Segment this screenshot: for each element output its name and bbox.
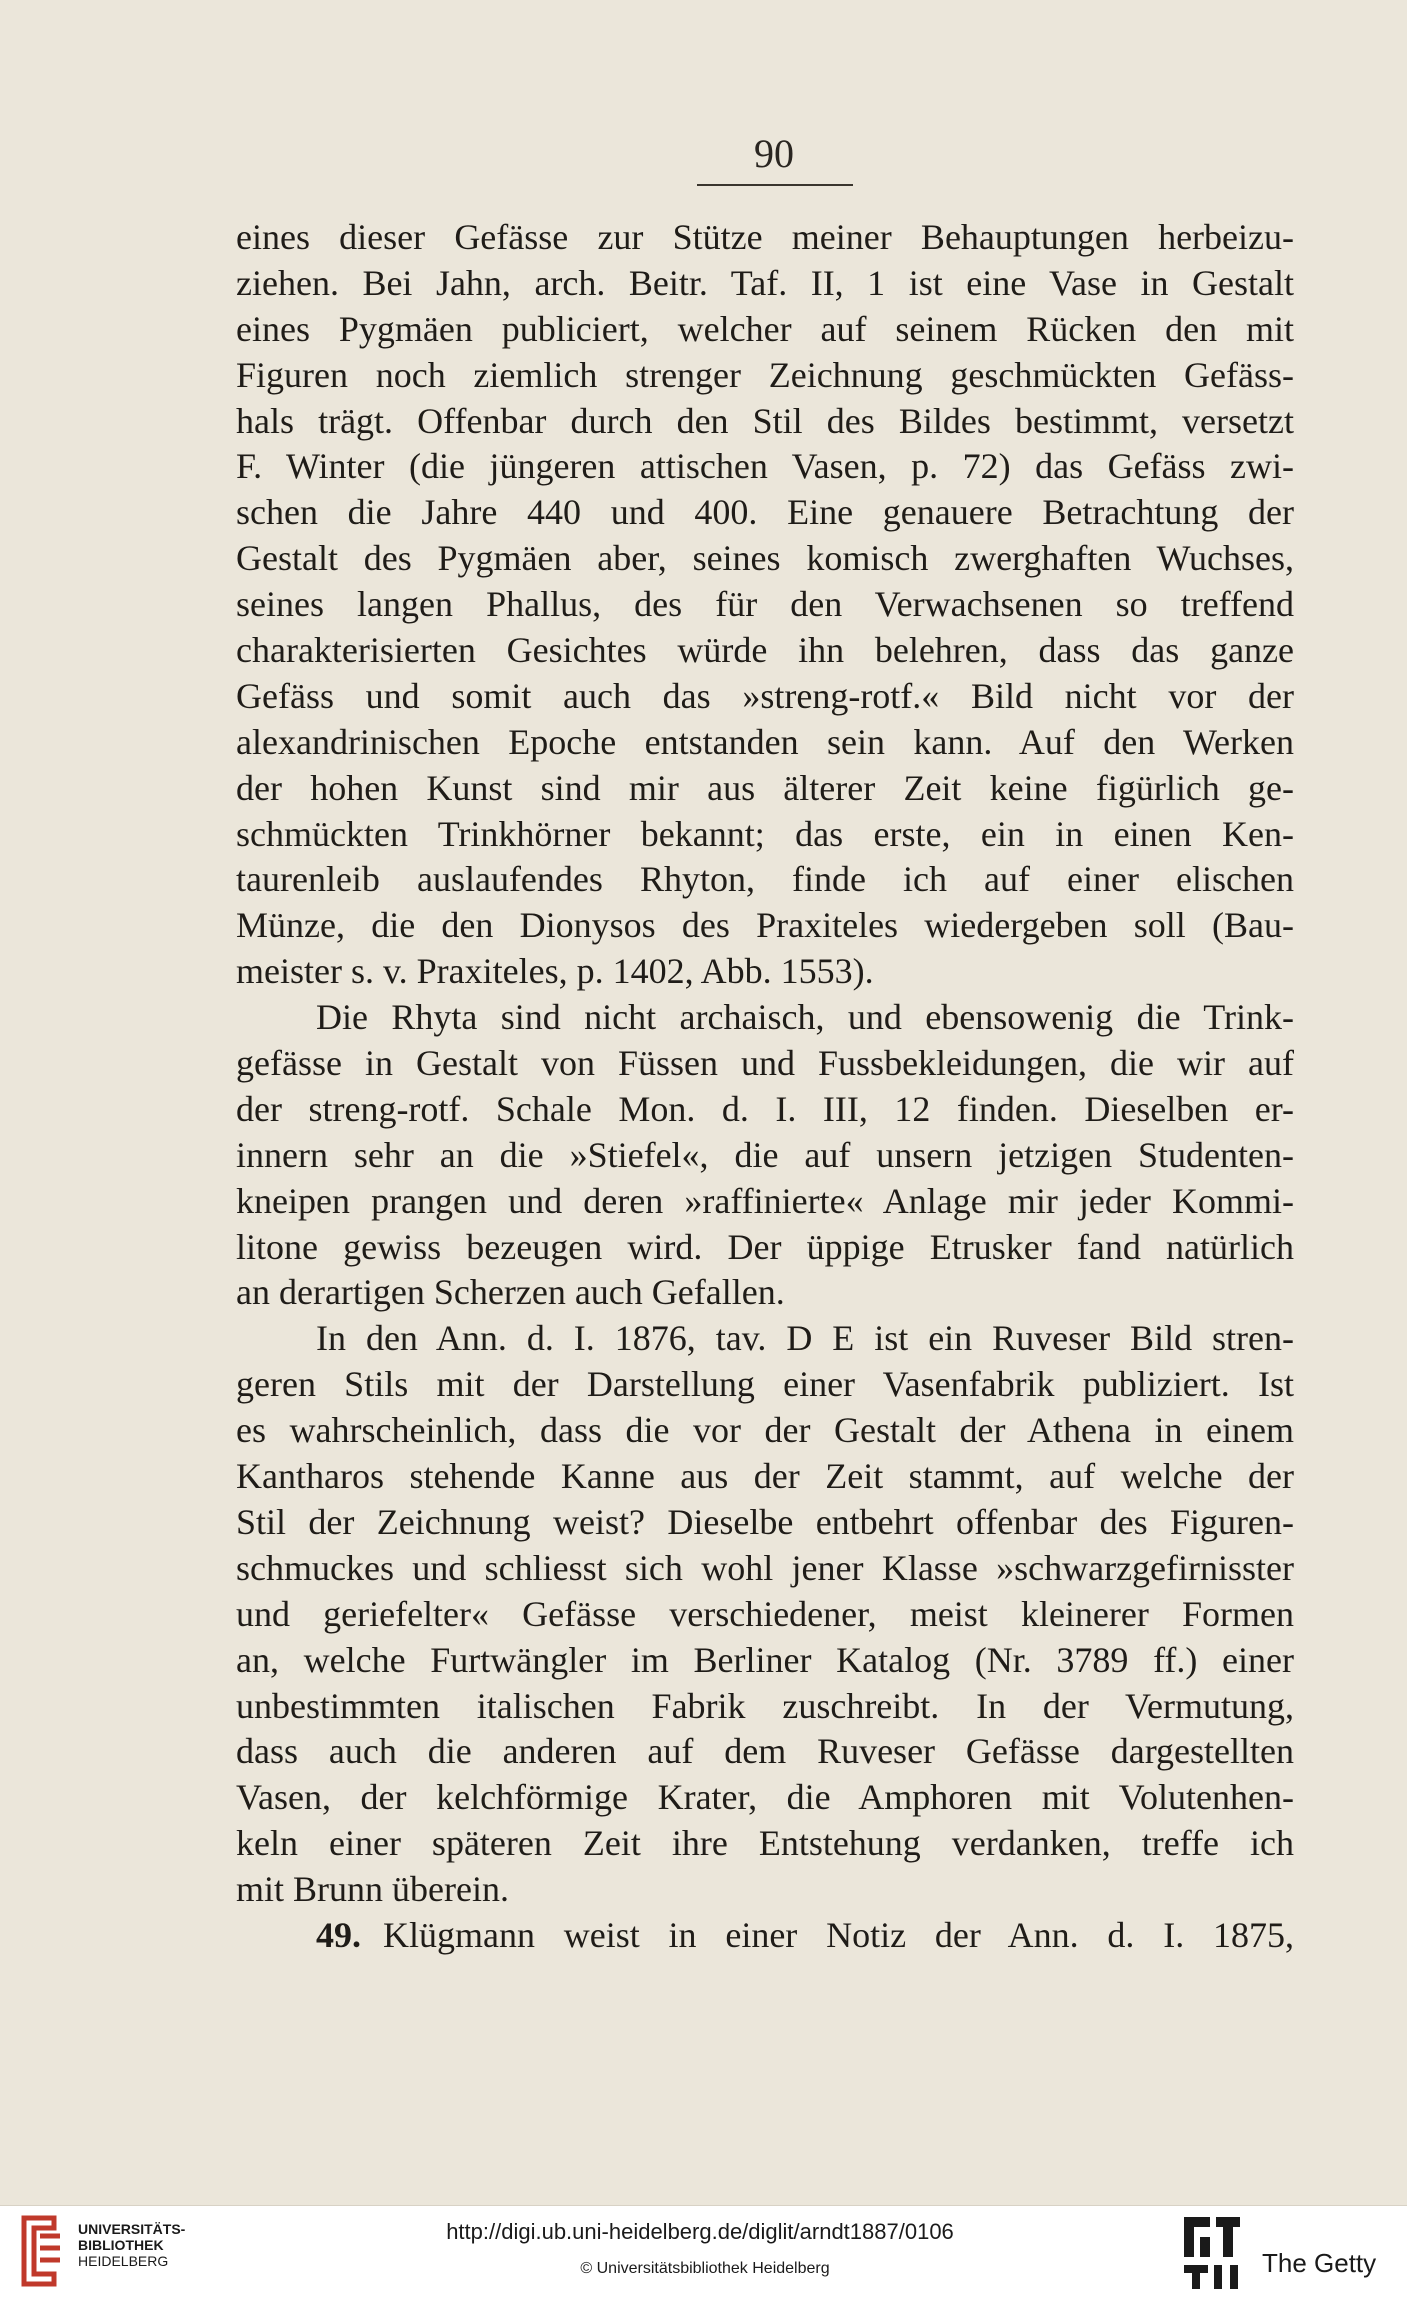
university-library-name — [78, 2221, 185, 2269]
text-line: meister s. v. Praxiteles, p. 1402, Abb. 1553). — [236, 951, 874, 992]
text-line: alexandrinischen Epoche entstanden sein kann. Auf den Werken — [236, 721, 1294, 762]
text-line: mit Brunn überein. — [236, 1869, 509, 1910]
body-text — [236, 215, 1294, 1959]
text-line: innern sehr an die »Stiefel«, die auf unsern jetzigen Studenten- — [236, 1134, 1294, 1175]
getty-name: The Getty — [1262, 2248, 1377, 2278]
text-line: ziehen. Bei Jahn, arch. Beitr. Taf. II, 1 ist eine Vase in Gestalt — [236, 262, 1294, 303]
page-number: 90 — [754, 131, 794, 176]
text-line: schmuckes und schliesst sich wohl jener Klasse »schwarzgefirnisster — [236, 1547, 1294, 1588]
text-line: und geriefelter« Gefässe verschiedener, meist kleinerer Formen — [236, 1593, 1294, 1634]
page-number-rule — [697, 184, 853, 186]
text-line: kneipen prangen und deren »raffinierte« Anlage mir jeder Kommi- — [236, 1180, 1294, 1221]
library-name-line-2: BIBLIOTHEK — [78, 2237, 164, 2253]
text-line: dass auch die anderen auf dem Ruveser Gefässe dargestellten — [236, 1731, 1294, 1772]
library-name-line-3: HEIDELBERG — [78, 2253, 169, 2269]
text-line: taurenleib auslaufendes Rhyton, finde ich auf einer elischen — [236, 859, 1294, 900]
text-line: es wahrscheinlich, dass die vor der Gestalt der Athena in einem — [236, 1410, 1294, 1451]
section-number: 49. — [316, 1914, 361, 1955]
text-line: Stil der Zeichnung weist? Dieselbe entbehrt offenbar des Figuren- — [236, 1501, 1294, 1542]
text-line: geren Stils mit der Darstellung einer Vasenfabrik publiziert. Ist — [236, 1364, 1294, 1405]
text-line: schmückten Trinkhörner bekannt; das erste, ein in einen Ken- — [236, 813, 1294, 854]
text-line: eines dieser Gefässe zur Stütze meiner Behauptungen herbeizu- — [236, 217, 1294, 257]
university-library-logo-icon — [14, 2210, 66, 2292]
text-line: eines Pygmäen publiciert, welcher auf seinem Rücken den mit — [236, 308, 1294, 349]
text-line: gefässe in Gestalt von Füssen und Fussbekleidungen, die wir auf — [236, 1043, 1294, 1084]
text-line: seines langen Phallus, des für den Verwachsenen so treffend — [236, 584, 1294, 625]
text-line: Münze, die den Dionysos des Praxiteles wiedergeben soll (Bau- — [236, 905, 1294, 946]
section-line — [236, 1913, 1294, 1959]
text-line: unbestimmten italischen Fabrik zuschreibt. In der Vermutung, — [236, 1685, 1294, 1726]
text-line: F. Winter (die jüngeren attischen Vasen, p. 72) das Gefäss zwi- — [236, 446, 1294, 487]
section-text: Klügmann weist in einer Notiz der Ann. d. I. 1875, — [383, 1914, 1294, 1955]
text-line: Kantharos stehende Kanne aus der Zeit stammt, auf welche der — [236, 1456, 1294, 1497]
text-line: Die Rhyta sind nicht archaisch, und ebensowenig die Trink- — [316, 997, 1294, 1038]
text-line: Gefäss und somit auch das »streng-rotf.« Bild nicht vor der — [236, 675, 1294, 716]
text-line: an, welche Furtwängler im Berliner Katalog (Nr. 3789 ff.) einer — [236, 1639, 1294, 1680]
text-line: In den Ann. d. I. 1876, tav. D E ist ein Ruveser Bild stren- — [316, 1318, 1294, 1359]
text-line: der streng-rotf. Schale Mon. d. I. III, 12 finden. Dieselben er- — [236, 1088, 1294, 1129]
getty-logo-icon — [1180, 2213, 1244, 2291]
text-line: schen die Jahre 440 und 400. Eine genauere Betrachtung der — [236, 492, 1294, 533]
copyright-notice: © Universitätsbibliothek Heidelberg — [580, 2260, 830, 2277]
text-line: Figuren noch ziemlich strenger Zeichnung geschmückten Gefäss- — [236, 354, 1294, 395]
text-line: der hohen Kunst sind mir aus älterer Zeit keine figürlich ge- — [236, 767, 1294, 808]
library-name-line-1: UNIVERSITÄTS- — [78, 2221, 186, 2237]
text-line: an derartigen Scherzen auch Gefallen. — [236, 1272, 785, 1313]
text-line: charakterisierten Gesichtes würde ihn belehren, dass das ganze — [236, 630, 1294, 671]
permalink-url[interactable]: http://digi.ub.uni-heidelberg.de/diglit/arndt1887/0106 — [446, 2219, 954, 2244]
text-line: Vasen, der kelchförmige Krater, die Amphoren mit Volutenhen- — [236, 1777, 1294, 1818]
footer-divider — [0, 2205, 1407, 2206]
text-line: hals trägt. Offenbar durch den Stil des Bildes bestimmt, versetzt — [236, 400, 1294, 441]
text-line: Gestalt des Pygmäen aber, seines komisch zwerghaften Wuchses, — [236, 538, 1294, 579]
text-line: litone gewiss bezeugen wird. Der üppige Etrusker fand natürlich — [236, 1226, 1294, 1267]
text-line: keln einer späteren Zeit ihre Entstehung verdanken, treffe ich — [236, 1823, 1294, 1864]
